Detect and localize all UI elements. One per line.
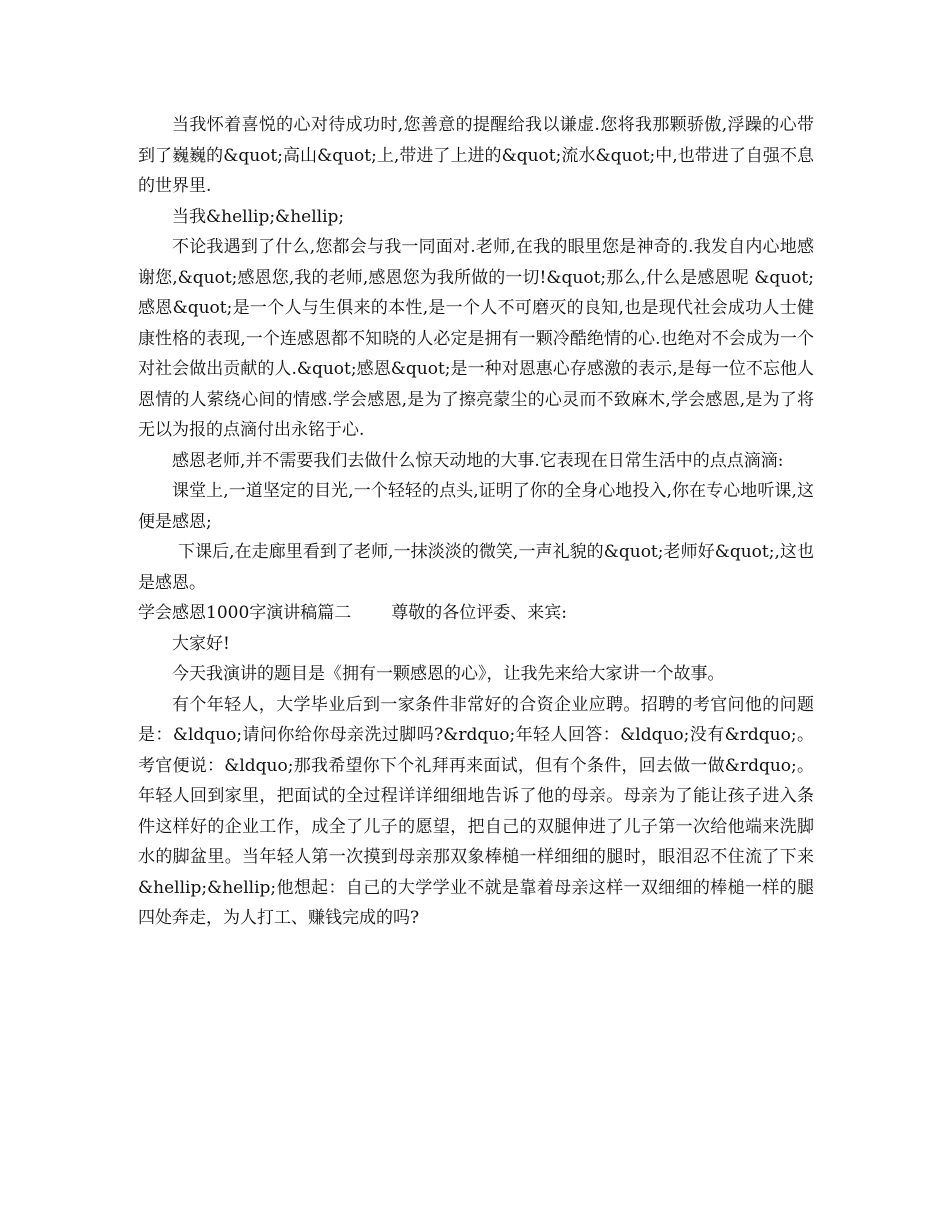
paragraph-greeting: 大家好!	[172, 633, 230, 654]
paragraph-speech-topic: 今天我演讲的题目是《拥有一颗感恩的心》，让我先来给大家讲一个故事。	[172, 664, 725, 684]
paragraph-daily-gratitude: 感恩老师,并不需要我们去做什么惊天动地的大事.它表现在日常生活中的点点滴滴:	[172, 450, 784, 471]
paragraph-gratitude-meaning: 不论我遇到了什么,您都会与我一同面对.老师,在我的眼里您是神奇的.我发自内心地感谢您,&quot;感恩您,我的老师,感恩您为我所做的一切!&quot;那么,什么是感恩呢 &quot;感恩&quot;是一个人与生俱来的本性,是一个人不可磨灭的良知,也是现代社会成功人士健康性格的表现,一个连感恩都不知晓的人必定是拥有一颗冷酷绝情的心.也绝对不会成为一个对社会做出贡献的人.&quot;感恩&quot;是一种对恩惠心存感激的表示,是每一位不忘他人恩情的人萦绕心间的情感.学会感恩,是为了擦亮蒙尘的心灵而不致麻木,学会感恩,是为了将无以为报的点滴付出永铭于心.	[138, 237, 814, 440]
paragraph-story: 有个年轻人，大学毕业后到一家条件非常好的合资企业应聘。招聘的考官问他的问题是：&ldquo;请问你给你母亲洗过脚吗?&rdquo;年轻人回答：&ldquo;没有&rdquo;。考官便说：&ldquo;那我希望你下个礼拜再来面试，但有个条件，回去做一做&rdquo;。年轻人回到家里，把面试的全过程详详细细地告诉了他的母亲。母亲为了能让孩子进入条件这样好的企业工作，成全了儿子的愿望，把自己的双腿伸进了儿子第一次给他端来洗脚水的脚盆里。当年轻人第一次摸到母亲那双象棒槌一样细细的腿时，眼泪忍不住流了下来&hellip;&hellip;他想起：自己的大学学业不就是靠着母亲这样一双细细的棒槌一样的腿四处奔走，为人打工、赚钱完成的吗?	[138, 694, 814, 928]
section-heading	[138, 598, 814, 629]
paragraph-humility: 当我怀着喜悦的心对待成功时,您善意的提醒给我以谦虚.您将我那颗骄傲,浮躁的心带到了巍巍的&quot;高山&quot;上,带进了上进的&quot;流水&quot;中,也带进了自强不息的世界里.	[138, 115, 814, 196]
salutation: 尊敬的各位评委、来宾:	[391, 603, 567, 623]
document-content	[138, 110, 814, 934]
paragraph-after-class: 下课后,在走廊里看到了老师,一抹淡淡的微笑,一声礼貌的&quot;老师好&quot;,这也是感恩。	[138, 542, 814, 593]
paragraph-when-i: 当我&hellip;&hellip;	[172, 206, 345, 227]
paragraph-classroom: 课堂上,一道坚定的目光,一个轻轻的点头,证明了你的全身心地投入,你在专心地听课,这便是感恩;	[138, 481, 814, 532]
section-title: 学会感恩1000字演讲稿篇二	[138, 603, 352, 623]
